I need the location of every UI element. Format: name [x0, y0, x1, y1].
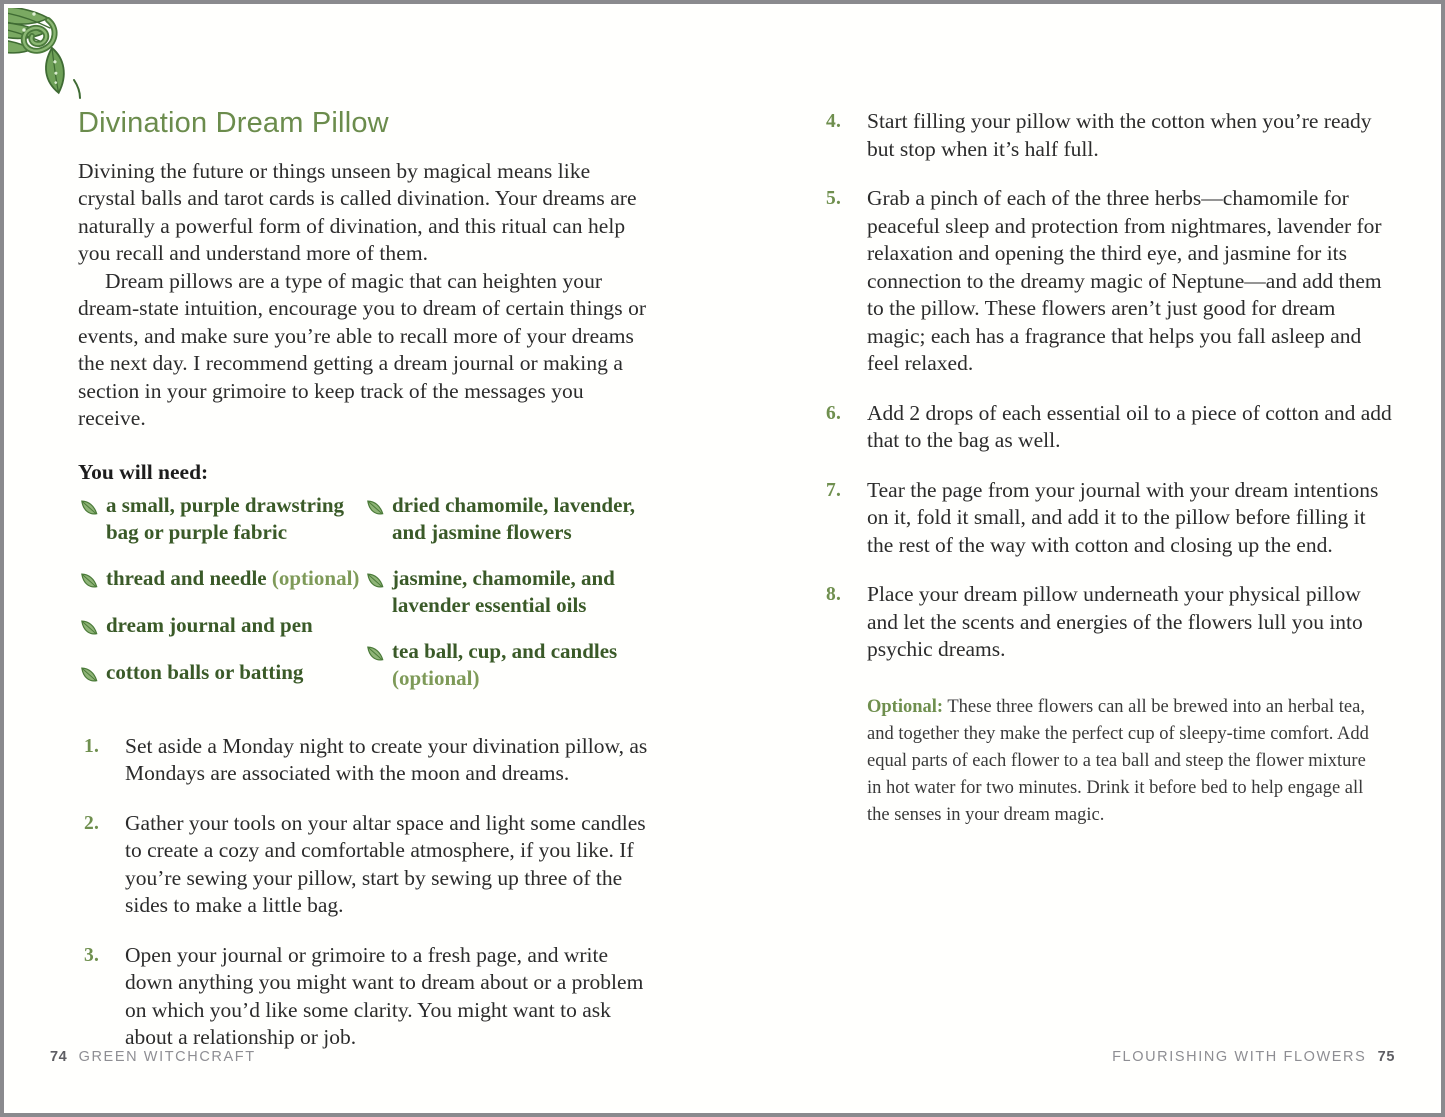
optional-note [867, 694, 1379, 829]
page-inner [8, 8, 1437, 1109]
step-item [78, 733, 650, 788]
step-number: 7. [826, 479, 842, 501]
materials-column-2 [364, 492, 650, 711]
list-item-label: jasmine, chamomile, and lavender essential oils [392, 565, 615, 618]
list-item-label: a small, purple drawstring bag or purple fabric [106, 492, 345, 545]
step-item [820, 185, 1392, 378]
leaf-bullet-icon [78, 664, 98, 688]
leaf-bullet-icon [364, 570, 384, 594]
footer-left [50, 1049, 256, 1065]
right-page-column [820, 108, 1392, 829]
step-number: 6. [826, 402, 842, 424]
page-number-left: 74 [50, 1049, 68, 1065]
leaf-bullet-icon [78, 570, 98, 594]
step-item [78, 942, 650, 1052]
instruction-steps-right [820, 108, 1392, 664]
list-item [364, 492, 650, 547]
step-text: Start filling your pillow with the cotton when you’re ready but stop when it’s half full. [867, 109, 1372, 161]
optional-note-text: These three flowers can all be brewed into an herbal tea, and together they make the perfect cup of sleepy-time comfort. Add equal parts of each flower to a tea ball and steep the flower mixture in hot water for two minutes. Drink it before bed to help engage all the senses in your dream magic. [867, 696, 1369, 825]
optional-note-label: Optional: [867, 696, 944, 717]
step-item [820, 477, 1392, 560]
page-title: Divination Dream Pillow [78, 107, 389, 139]
step-number: 5. [826, 188, 842, 209]
step-number: 3. [84, 944, 100, 966]
list-item [364, 638, 650, 693]
step-text: Gather your tools on your altar space and light some candles to create a cozy and comfortable atmosphere, if you like. If you’re sewing your pillow, start by sewing up three of the sides to make a little bag. [125, 810, 646, 918]
step-item [820, 108, 1392, 163]
page-number-right: 75 [1377, 1049, 1395, 1065]
left-page-column [78, 108, 650, 1074]
step-text: Set aside a Monday night to create your divination pillow, as Mondays are associated with the moon and dreams. [125, 733, 648, 786]
materials-list [78, 492, 650, 711]
list-item-label: tea ball, cup, and candles (optional) [392, 638, 618, 691]
running-head-right: FLOURISHING WITH FLOWERS [1112, 1049, 1367, 1065]
list-item-label: thread and needle (optional) [106, 565, 360, 590]
list-item-label: cotton balls or batting [106, 659, 304, 684]
step-number: 8. [826, 584, 842, 605]
step-text: Place your dream pillow underneath your physical pillow and let the scents and energies of the flowers lull you into psychic dreams. [867, 582, 1363, 661]
step-item [78, 810, 650, 920]
list-item [78, 565, 364, 594]
leaf-bullet-icon [78, 617, 98, 641]
leaf-bullet-icon [78, 497, 98, 521]
step-text: Tear the page from your journal with your dream intentions on it, fold it small, and add it to the pillow before filling it the rest of the way with cotton and closing up the end. [867, 477, 1379, 557]
instruction-steps-left [78, 733, 650, 1052]
materials-column-1 [78, 492, 364, 711]
materials-heading: You will need: [78, 459, 209, 484]
two-page-spread [8, 8, 1437, 1109]
list-item-label: dried chamomile, lavender, and jasmine flowers [392, 492, 636, 545]
step-number: 2. [84, 812, 100, 834]
list-item-label: dream journal and pen [106, 612, 313, 637]
running-head-left: GREEN WITCHCRAFT [78, 1049, 256, 1065]
list-item [78, 659, 364, 688]
footer-right [1112, 1049, 1395, 1065]
intro-paragraph-1: Divining the future or things unseen by magical means like crystal balls and tarot cards is called divination. Your dreams are naturally a powerful form of divination, and this ritual can help you recall and understand more of them. [78, 158, 637, 266]
list-item [78, 492, 364, 547]
step-text: Grab a pinch of each of the three herbs—chamomile for peaceful sleep and protection from nightmares, lavender for relaxation and opening the third eye, and jasmine for its connection to the dreamy magic of Neptune—and add them to the pillow. These flowers aren’t just good for dream magic; each has a fragrance that helps you fall asleep and feel relaxed. [867, 186, 1382, 375]
step-number: 1. [84, 735, 100, 757]
intro-paragraph-2: Dream pillows are a type of magic that can heighten your dream-state intuition, encourage you to dream of certain things or events, and make sure you’re able to recall more of your dreams the next day. I recommend getting a dream journal or making a section in your grimoire to keep track of the messages you receive. [78, 268, 647, 431]
step-text: Open your journal or grimoire to a fresh page, and write down anything you might want to dream about or a problem on which you’d like some clarity. You might want to ask about a relationship or job. [125, 942, 644, 1050]
leaf-bullet-icon [364, 497, 384, 521]
list-item [364, 565, 650, 620]
leaf-bullet-icon [364, 643, 384, 667]
step-item [820, 581, 1392, 664]
step-number: 4. [826, 111, 842, 132]
list-item [78, 612, 364, 641]
step-item [820, 400, 1392, 455]
step-text: Add 2 drops of each essential oil to a piece of cotton and add that to the bag as well. [867, 400, 1392, 452]
